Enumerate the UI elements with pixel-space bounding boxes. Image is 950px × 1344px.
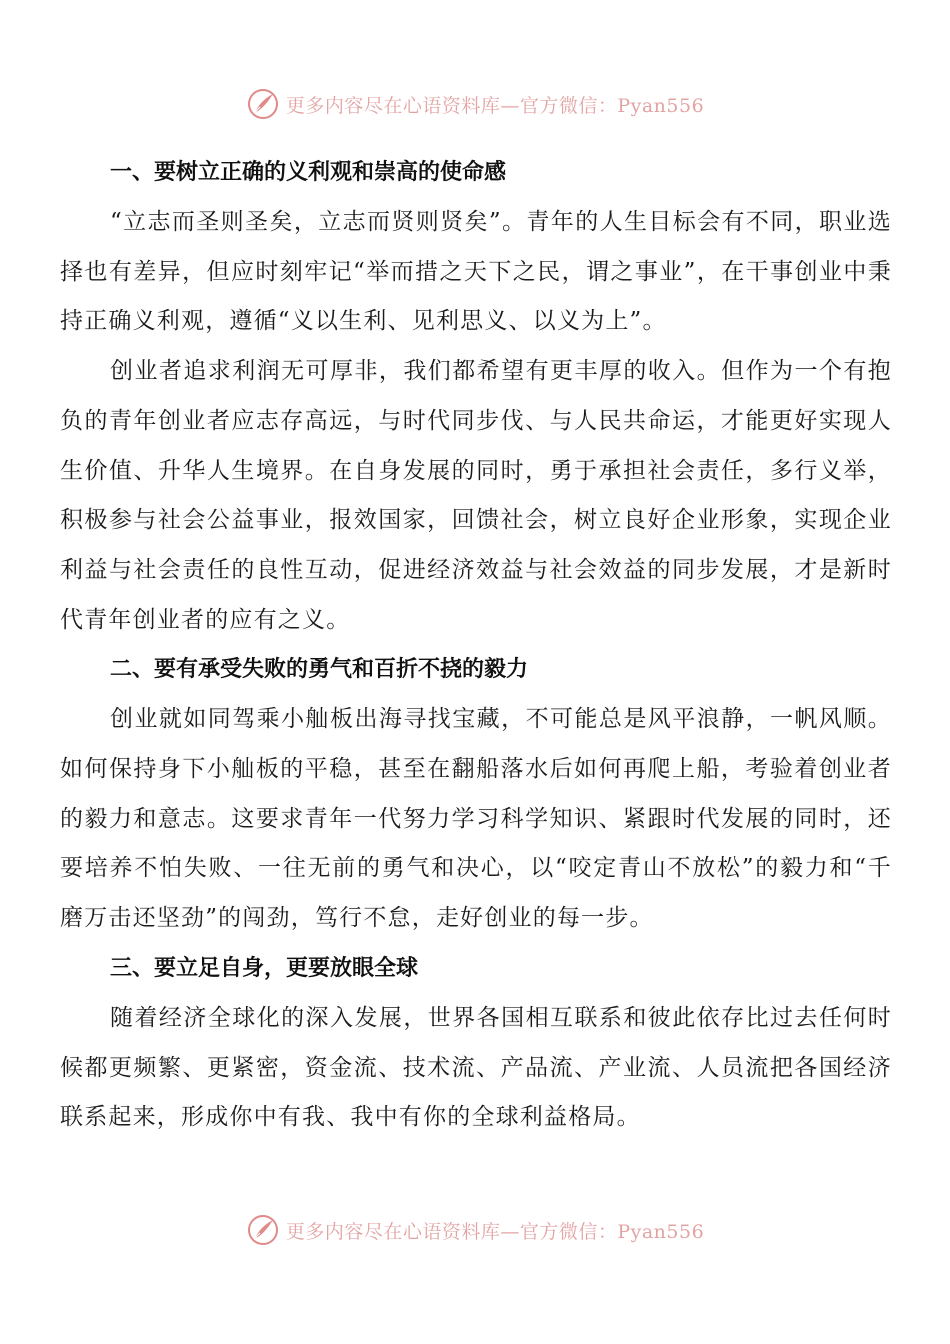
section-heading: 二、要有承受失败的勇气和百折不挠的毅力 <box>110 657 529 683</box>
quill-logo-icon <box>246 87 280 121</box>
paragraph: 创业者追求利润无可厚非，我们都希望有更丰厚的收入。但作为一个有抱负的青年创业者应志存高远，与时代同步伐、与人民共命运，才能更好实现人生价值、升华人生境界。在自身发展的同时，勇于承担社会责任，多行义举，积极参与社会公益事业，报效国家，回馈社会，树立良好企业形象，实现企业利益与社会责任的良性互动，促进经济效益与社会效益的同步发展，才是新时代青年创业者的应有之义。 <box>60 358 892 633</box>
paragraph: “立志而圣则圣矣，立志而贤则贤矣”。青年的人生目标会有不同，职业选择也有差异，但应时刻牢记“举而措之天下之民，谓之事业”，在干事创业中秉持正确义利观，遵循“义以生利、见利思义、以义为上”。 <box>60 209 892 335</box>
quill-logo-icon <box>246 1213 280 1247</box>
paragraph: 随着经济全球化的深入发展，世界各国相互联系和彼此依存比过去任何时候都更频繁、更紧密，资金流、技术流、产品流、产业流、人员流把各国经济联系起来，形成你中有我、我中有你的全球利益格局。 <box>60 1004 892 1131</box>
document-body <box>60 148 892 1143</box>
watermark-text: 更多内容尽在心语资料库—官方微信：Pyan556 <box>285 94 705 117</box>
watermark-header <box>0 84 950 124</box>
section-heading: 三、要立足自身，更要放眼全球 <box>110 955 419 981</box>
watermark-footer <box>0 1210 950 1250</box>
watermark-text: 更多内容尽在心语资料库—官方微信：Pyan556 <box>285 1220 705 1243</box>
paragraph: 创业就如同驾乘小舢板出海寻找宝藏，不可能总是风平浪静，一帆风顺。如何保持身下小舢板的平稳，甚至在翻船落水后如何再爬上船，考验着创业者的毅力和意志。这要求青年一代努力学习科学知识、紧跟时代发展的同时，还要培养不怕失败、一往无前的勇气和决心，以“咬定青山不放松”的毅力和“千磨万击还坚劲”的闯劲，笃行不怠，走好创业的每一步。 <box>60 706 892 932</box>
section-heading: 一、要树立正确的义利观和崇高的使命感 <box>110 160 507 185</box>
